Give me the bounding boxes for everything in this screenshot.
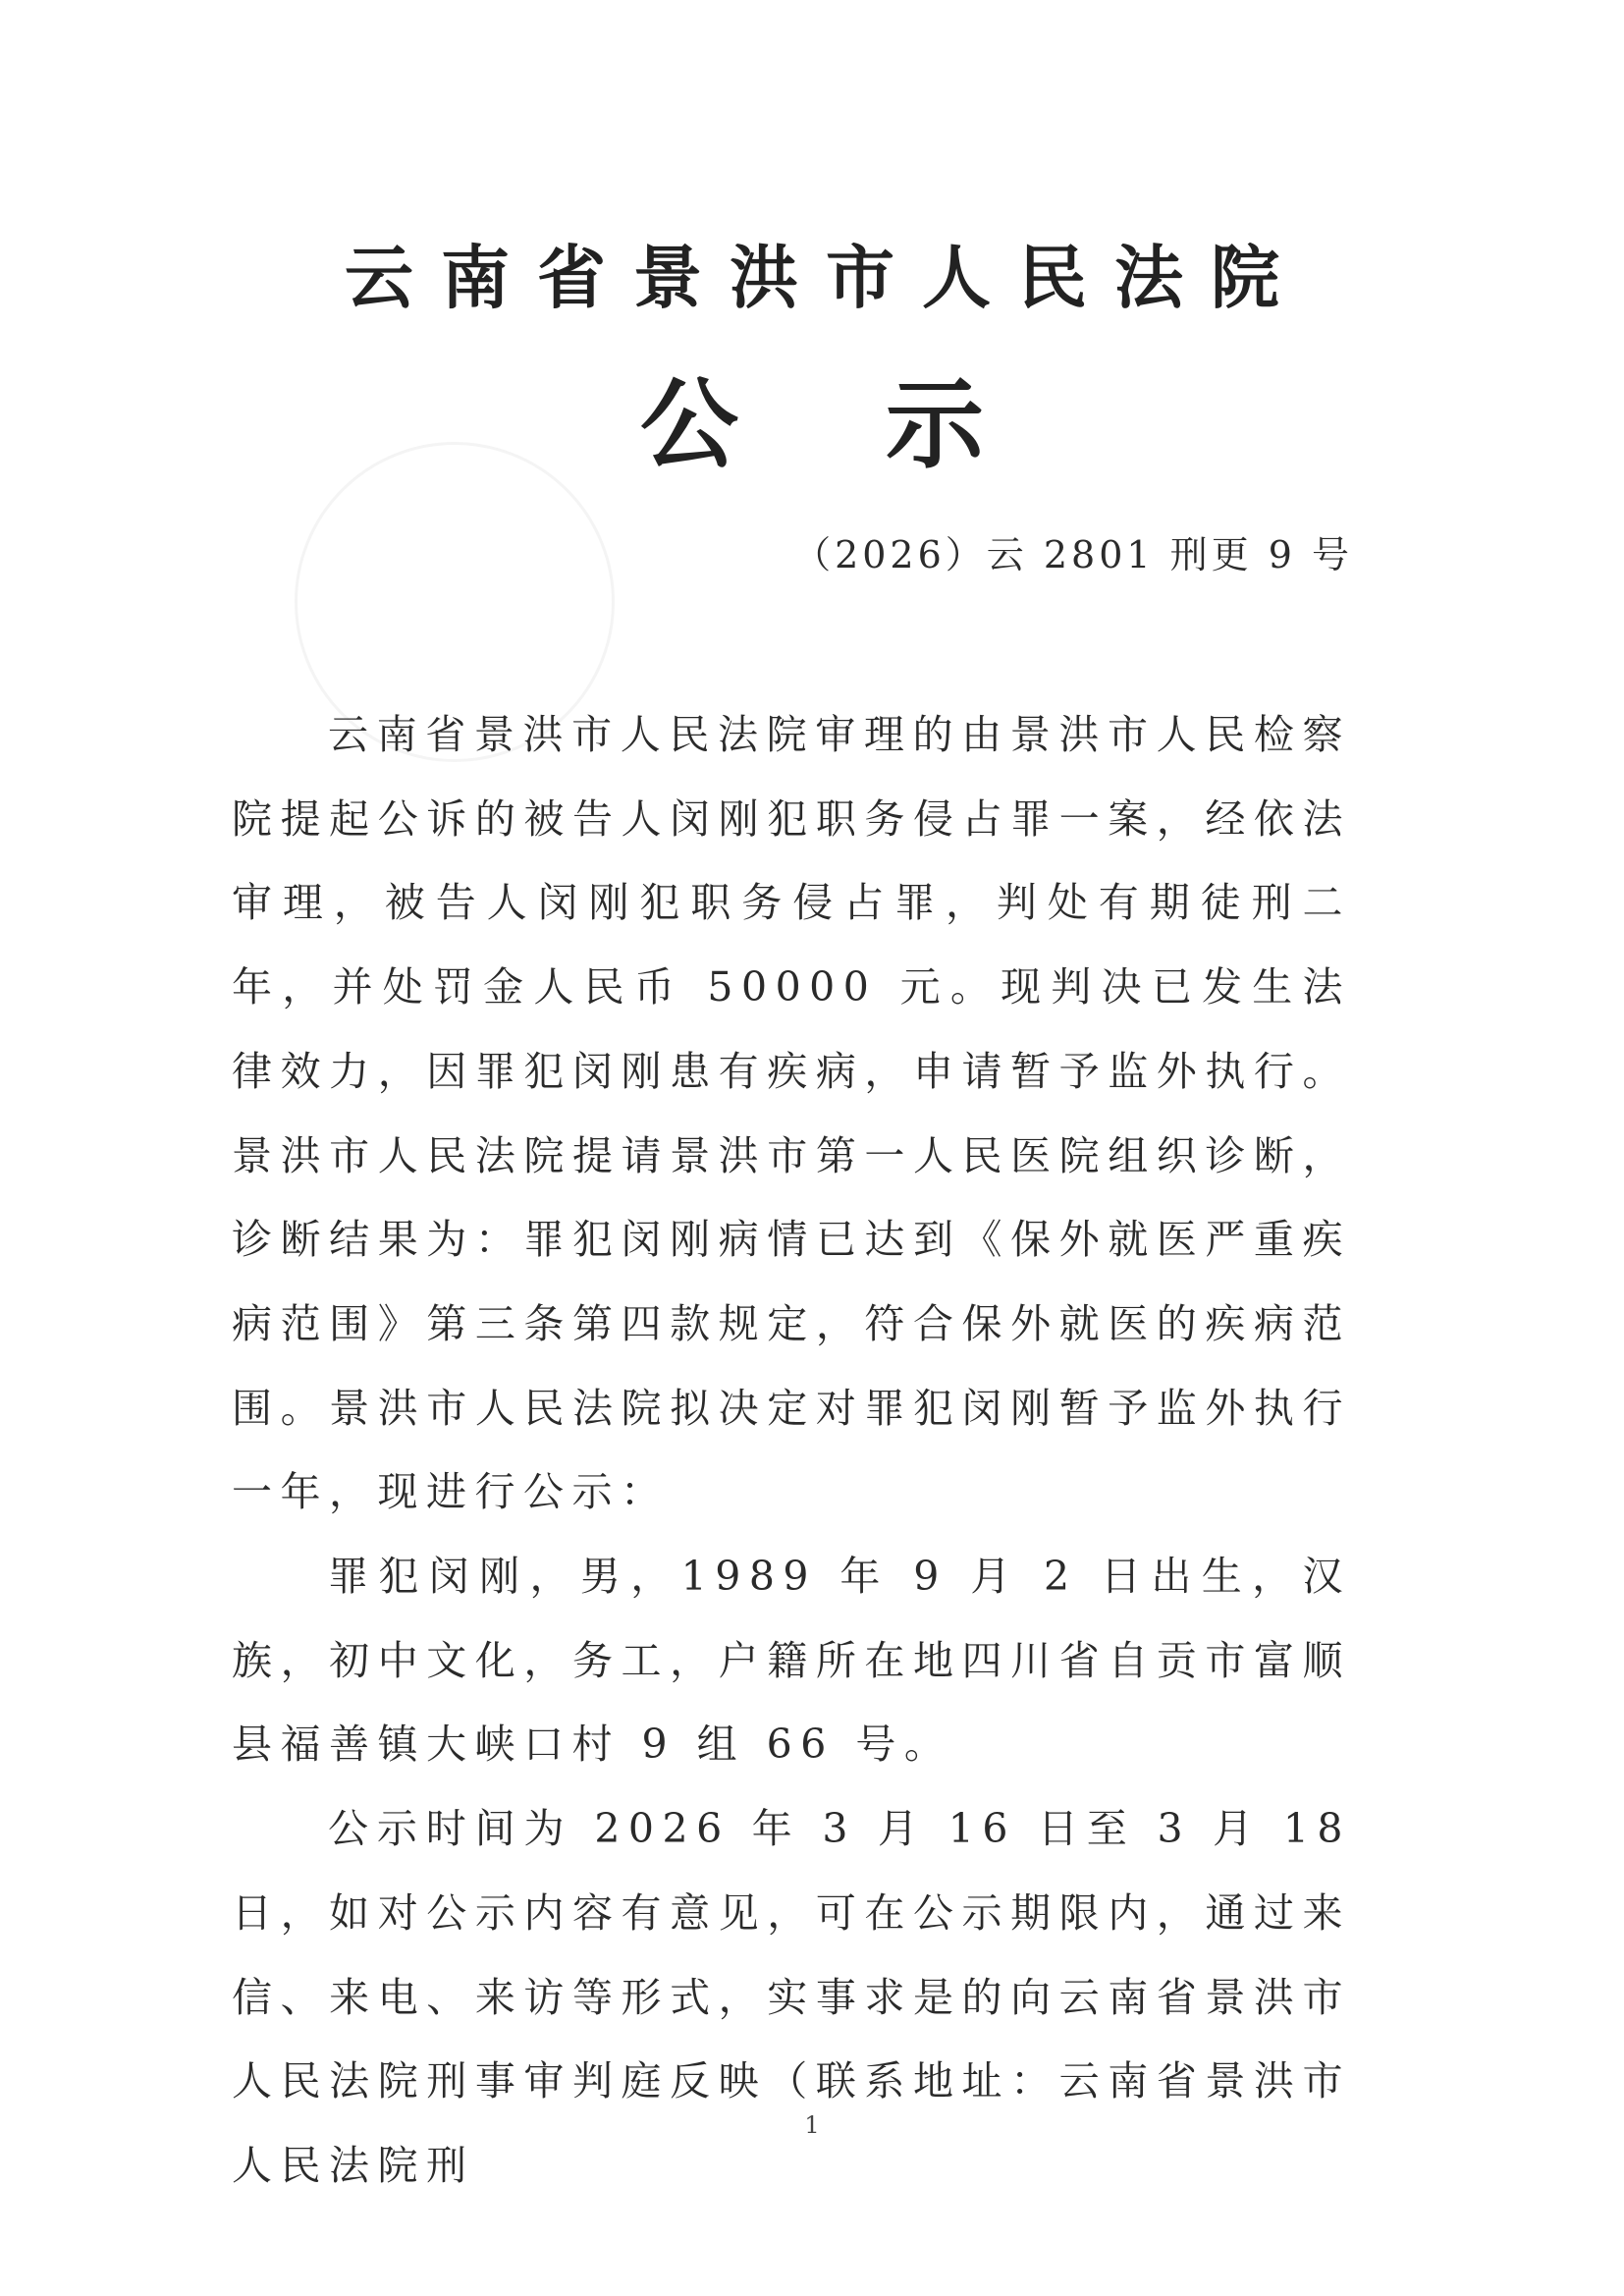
body-paragraph: 公示时间为 2026 年 3 月 16 日至 3 月 18 日，如对公示内容有意见，可在公示期限内，通过来信、来电、来访等形式，实事求是的向云南省景洪市人民法院刑事审判庭反映（联系地址：云南省景洪市人民法院刑 — [232, 1805, 1351, 2189]
court-name-heading: 云南省景洪市人民法院 — [345, 237, 1307, 318]
case-number: （2026）云 2801 刑更 9 号 — [793, 533, 1353, 576]
body-paragraph: 云南省景洪市人民法院审理的由景洪市人民检察院提起公诉的被告人闵刚犯职务侵占罪一案，经依法审理，被告人闵刚犯职务侵占罪，判处有期徒刑二年，并处罚金人民币 50000 元。现判决已发生法律效力，因罪犯闵刚患有疾病，申请暂予监外执行。景洪市人民法院提请景洪市第一人民医院组织诊断，诊断结果为：罪犯闵刚病情已达到《保外就医严重疾病范围》第三条第四款规定，符合保外就医的疾病范围。景洪市人民法院拟决定对罪犯闵刚暂予监外执行一年，现进行公示： — [232, 711, 1351, 1516]
page-number: 1 — [804, 2111, 820, 2139]
document-title: 公示 — [640, 366, 1131, 482]
body-paragraph: 罪犯闵刚，男，1989 年 9 月 2 日出生，汉族，初中文化，务工，户籍所在地四川省自贡市富顺县福善镇大峡口村 9 组 66 号。 — [232, 1553, 1351, 1769]
document-body — [232, 693, 1351, 2209]
